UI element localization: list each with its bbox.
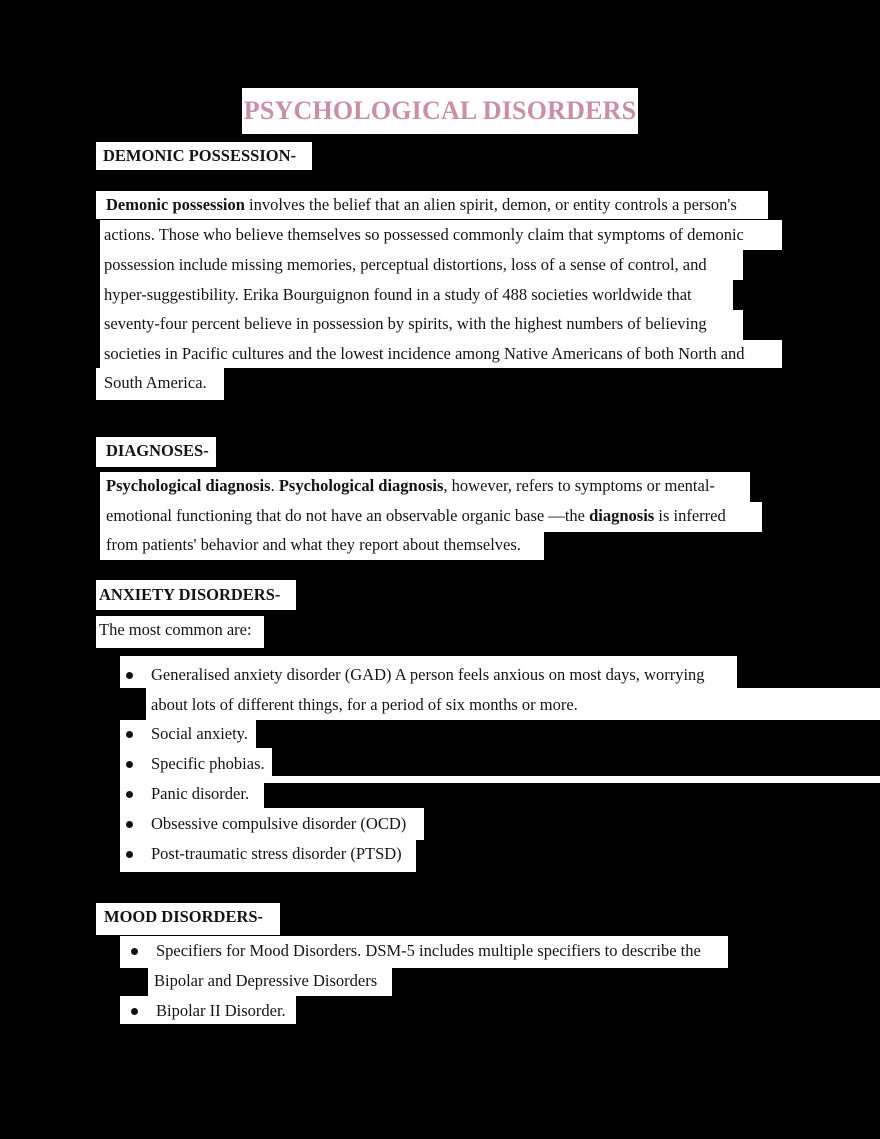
paragraph-line: Demonic possession involves the belief that an alien spirit, demon, or entity controls a person's xyxy=(106,195,737,214)
list-item: Specifiers for Mood Disorders. DSM-5 includes multiple specifiers to describe the xyxy=(156,941,701,960)
bullet-icon xyxy=(131,1008,138,1015)
paragraph-line: societies in Pacific cultures and the lowest incidence among Native Americans of both North and xyxy=(104,344,745,363)
list-item: Social anxiety. xyxy=(151,724,248,743)
bullet-icon xyxy=(131,948,138,955)
paragraph-line: emotional functioning that do not have an observable organic base —the diagnosis is inferred xyxy=(106,506,726,525)
line-highlight xyxy=(120,776,880,783)
list-item: Bipolar II Disorder. xyxy=(156,1001,286,1020)
list-item-continuation: Bipolar and Depressive Disorders xyxy=(154,971,378,990)
list-item: Generalised anxiety disorder (GAD) A person feels anxious on most days, worrying xyxy=(151,665,705,684)
paragraph-line: South America. xyxy=(104,373,207,392)
list-item: Obsessive compulsive disorder (OCD) xyxy=(151,814,407,833)
intro-text: The most common are: xyxy=(99,620,252,639)
section-heading-mood: MOOD DISORDERS- xyxy=(104,907,264,926)
bullet-icon xyxy=(126,791,133,798)
section-heading-diagnoses: DIAGNOSES- xyxy=(106,441,209,460)
list-item: Specific phobias. xyxy=(151,754,265,773)
list-item: Post-traumatic stress disorder (PTSD) xyxy=(151,844,402,863)
paragraph-line: actions. Those who believe themselves so possessed commonly claim that symptoms of demonic xyxy=(104,225,744,244)
list-item: Panic disorder. xyxy=(151,784,250,803)
bullet-icon xyxy=(126,761,133,768)
paragraph-line: seventy-four percent believe in possession by spirits, with the highest numbers of believing xyxy=(104,314,707,333)
bullet-icon xyxy=(126,821,133,828)
document-title: PSYCHOLOGICAL DISORDERS xyxy=(242,88,638,134)
section-heading-demonic: DEMONIC POSSESSION- xyxy=(103,146,296,165)
bullet-icon xyxy=(126,672,133,679)
paragraph-line: possession include missing memories, perceptual distortions, loss of a sense of control, and xyxy=(104,255,707,274)
list-item-continuation: about lots of different things, for a period of six months or more. xyxy=(151,695,578,714)
section-heading-anxiety: ANXIETY DISORDERS- xyxy=(99,585,281,604)
bullet-icon xyxy=(126,851,133,858)
paragraph-line: from patients' behavior and what they report about themselves. xyxy=(106,535,521,554)
bullet-icon xyxy=(126,731,133,738)
paragraph-line: hyper-suggestibility. Erika Bourguignon found in a study of 488 societies worldwide that xyxy=(104,285,692,304)
paragraph-line: Psychological diagnosis. Psychological diagnosis, however, refers to symptoms or mental- xyxy=(106,476,715,495)
